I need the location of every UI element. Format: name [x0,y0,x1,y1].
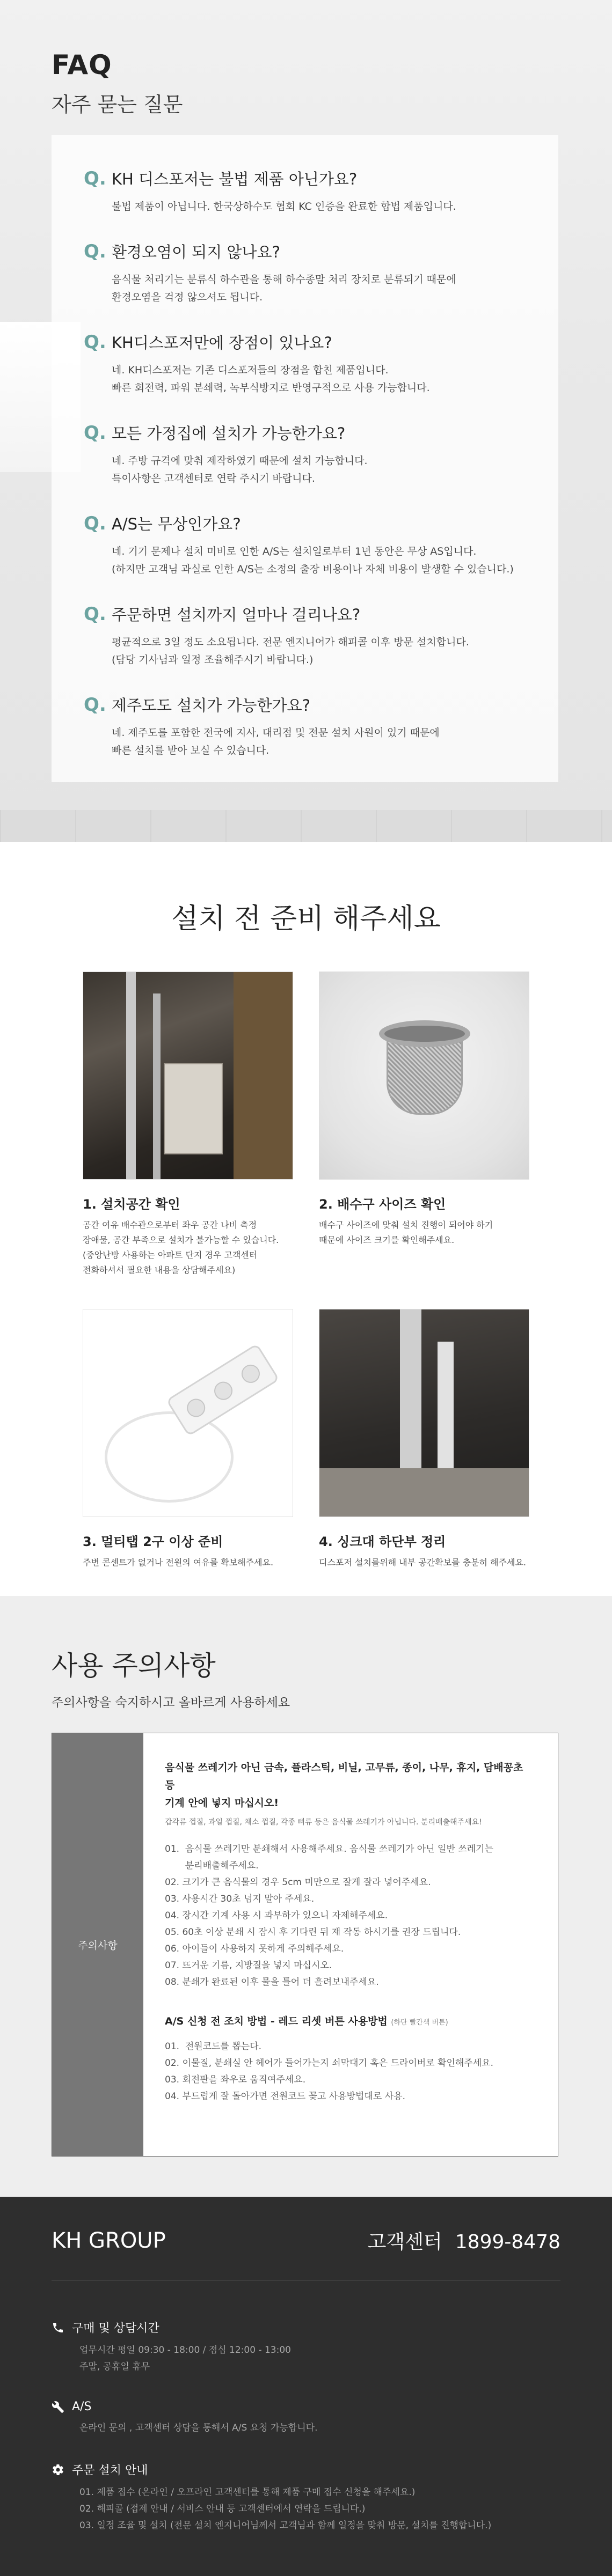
list-item: 01. 음식물 쓰레기만 분쇄해서 사용해주세요. 음식물 쓰레기가 아닌 일반 쓰레기는 [165,1844,493,1854]
footer-hours-block [52,2319,612,2375]
caution-subtitle: 주의사항을 숙지하시고 올바르게 사용하세요 [52,1696,290,1710]
faq-answer: 네. 주방 규격에 맞춰 제작하였기 때문에 설치 가능합니다. [112,455,368,467]
background-cabinet [0,810,612,842]
prep-card-space [83,971,293,1278]
footer-brand: KH GROUP [52,2228,166,2253]
q-mark: Q. [84,694,106,716]
faq-answer: 환경오염을 걱정 않으셔도 됩니다. [112,291,263,303]
list-item: 04. 부드럽게 잘 돌아가면 전원코드 꽂고 사용방법대로 사용. [165,2091,405,2102]
prep-card-text: 디스포저 설치를위해 내부 공간확보를 충분히 해주세요. [319,1557,527,1567]
as-reset-title: A/S 신청 전 조치 방법 - 레드 리셋 버튼 사용방법 (하단 빨간색 버튼) [165,2015,448,2027]
phone-icon [52,2321,64,2334]
prep-card-text: 배수구 사이즈에 맞춰 설치 진행이 되어야 하기 때문에 사이즈 크기를 확인해주세요. [319,1220,493,1245]
q-mark: Q. [84,422,106,444]
faq-question: A/S는 무상인가요? [112,515,241,533]
footer-order-block [52,2461,612,2534]
prep-card-heading: 2. 배수구 사이즈 확인 [319,1197,446,1212]
faq-item [84,240,526,306]
faq-answer: (하지만 고객님 과실로 인한 A/S는 소정의 출장 비용이나 자체 비용이 발생할 수 있습니다.) [112,563,514,575]
faq-question: 제주도도 설치가 가능한가요? [112,696,310,715]
footer-line: 01. 제품 접수 (온라인 / 오프라인 고객센터를 통해 제품 구매 접수 신청을 해주세요.) [79,2487,416,2498]
faq-answer: 평균적으로 3일 정도 소요됩니다. 전문 엔지니어가 해피콜 이후 방문 설치합니다. [112,636,469,648]
prep-card-heading: 1. 설치공간 확인 [83,1197,180,1212]
faq-answer: 빠른 설치를 받아 보실 수 있습니다. [112,745,269,756]
faq-question: KH 디스포저는 불법 제품 아닌가요? [112,170,358,188]
faq-question: 환경오염이 되지 않나요? [112,243,280,261]
list-item: 03. 회전판을 좌우로 움직여주세요. [165,2074,306,2085]
under-sink-photo [319,1309,529,1517]
faq-header [52,49,183,117]
footer-block-title: A/S [72,2400,92,2413]
drain-strainer-photo [319,971,529,1180]
faq-subtitle: 자주 묻는 질문 [52,93,183,116]
as-reset-list [165,2038,536,2105]
faq-question: 모든 가정집에 설치가 가능한가요? [112,424,346,443]
list-item: 05. 60초 이상 분쇄 시 잠시 후 기다린 뒤 재 작동 하시기를 권장 드립니다. [165,1927,461,1938]
list-item: 02. 이물질, 분쇄실 안 헤어가 들어가는지 쇠막대기 혹은 드라이버로 확인해주세요. [165,2058,493,2069]
customer-center-number[interactable]: 1899-8478 [455,2231,560,2253]
prep-card-powertap [83,1309,293,1570]
footer-line: 03. 일정 조율 및 설치 (전문 설치 엔지니어님께서 고객님과 함께 일정을 맞춰 방문, 설치를 진행합니다.) [79,2520,492,2531]
faq-section [0,0,612,842]
footer-line: 주말, 공휴일 휴무 [79,2361,150,2372]
power-strip-photo [83,1309,293,1517]
q-mark: Q. [84,167,106,189]
faq-item [84,167,526,216]
list-item: 03. 사용시간 30초 넘지 말아 주세요. [165,1894,315,1904]
footer [0,2197,612,2576]
faq-answer: 음식물 처리기는 분류식 하수관을 통해 하수종말 처리 장치로 분류되기 때문에 [112,274,456,285]
faq-item [84,512,526,578]
list-item: 08. 분쇄가 완료된 이후 물을 틀어 더 흘려보내주세요. [165,1977,379,1988]
wrench-icon [52,2401,64,2413]
caution-title: 사용 주의사항 [52,1650,216,1681]
faq-answer: 네. KH디스포저는 기존 디스포저들의 장점을 합친 제품입니다. [112,364,389,376]
caution-content [143,1733,558,2156]
caution-list [165,1841,536,1991]
prep-grid [83,971,529,1570]
prep-section [0,842,612,1596]
prep-card-heading: 3. 멀티탭 2구 이상 준비 [83,1534,223,1549]
faq-answer: 불법 제품이 아닙니다. 한국상하수도 협회 KC 인증을 완료한 합법 제품입니다. [112,201,456,212]
footer-line: 업무시간 평일 09:30 - 18:00 / 점심 12:00 - 13:00 [79,2345,291,2356]
faq-question: 주문하면 설치까지 얼마나 걸리나요? [112,606,361,624]
caution-section [0,1596,612,2197]
footer-line: 온라인 문의 , 고객센터 상담을 통해서 A/S 요청 가능합니다. [79,2423,318,2433]
caution-lead: 음식물 쓰레기가 아닌 금속, 플라스틱, 비닐, 고무류, 종이, 나무, 휴지, 담배꽁초 등 기계 안에 넣지 마십시오! [165,1762,523,1809]
prep-card-heading: 4. 싱크대 하단부 정리 [319,1534,446,1549]
footer-block-title: 주문 설치 안내 [72,2464,148,2477]
prep-card-text: 주변 콘센트가 없거나 전원의 여유를 확보해주세요. [83,1557,274,1567]
prep-card-text: 공간 여유 배수관으로부터 좌우 공간 나비 측정 장애물, 공간 부족으로 설치가 불가능할 수 있습니다. (중앙난방 사용하는 아파트 단지 경우 고객센터 전화하셔서 필요한 내용을 상담해주세요) [83,1220,279,1275]
install-space-photo [83,971,293,1180]
list-item: 04. 장시간 기계 사용 시 과부하가 있으니 자제해주세요. [165,1910,388,1921]
footer-block-title: 구매 및 상담시간 [72,2322,159,2335]
prep-title: 설치 전 준비 해주세요 [171,903,441,935]
caution-note: 갑각류 껍질, 과일 껍질, 채소 껍질, 각종 뼈류 등은 음식물 쓰레기가 아닙니다. 분리배출해주세요! [165,1818,482,1827]
list-item: 02. 크기가 큰 음식물의 경우 5cm 미만으로 잘게 잘라 넣어주세요. [165,1877,431,1888]
faq-answer: 빠른 회전력, 파워 분쇄력, 녹부식방지로 반영구적으로 사용 가능합니다. [112,382,430,394]
faq-answer: (담당 기사님과 일정 조율해주시기 바랍니다.) [112,654,314,666]
gear-icon [52,2463,64,2476]
prep-card-sink [319,1309,529,1570]
q-mark: Q. [84,603,106,625]
caution-table [52,1733,558,2157]
prep-card-drain [319,971,529,1278]
list-item: 07. 뜨거운 기름, 지방질을 넣지 마십시오. [165,1960,332,1971]
customer-center-label: 고객센터 [367,2231,442,2253]
faq-answer: 특이사항은 고객센터로 연락 주시기 바랍니다. [112,473,315,484]
list-item: 분리배출해주세요. [165,1860,259,1871]
faq-title: FAQ [52,49,112,80]
footer-line: 02. 해피콜 (접제 안내 / 서비스 안내 등 고객센터에서 연락을 드립니다.) [79,2504,366,2514]
customer-center[interactable] [368,2227,560,2254]
list-item: 06. 아이들이 사용하지 못하게 주의해주세요. [165,1944,344,1954]
q-mark: Q. [84,240,106,262]
list-item: 01. 전원코드를 뽑는다. [165,2041,262,2052]
faq-item [84,422,526,488]
faq-answer: 네. 제주도를 포함한 전국에 지사, 대리점 및 전문 설치 사원이 있기 때문에 [112,727,440,739]
faq-list [52,135,558,782]
faq-answer: 네. 기기 문제나 설치 미비로 인한 A/S는 설치일로부터 1년 동안은 무상 AS입니다. [112,546,477,557]
faq-item [84,331,526,397]
q-mark: Q. [84,331,106,353]
faq-question: KH디스포저만에 장점이 있나요? [112,334,332,352]
faq-item [84,694,526,760]
footer-as-block [52,2400,612,2437]
faq-item [84,603,526,669]
q-mark: Q. [84,512,106,534]
caution-label: 주의사항 [52,1733,143,2156]
